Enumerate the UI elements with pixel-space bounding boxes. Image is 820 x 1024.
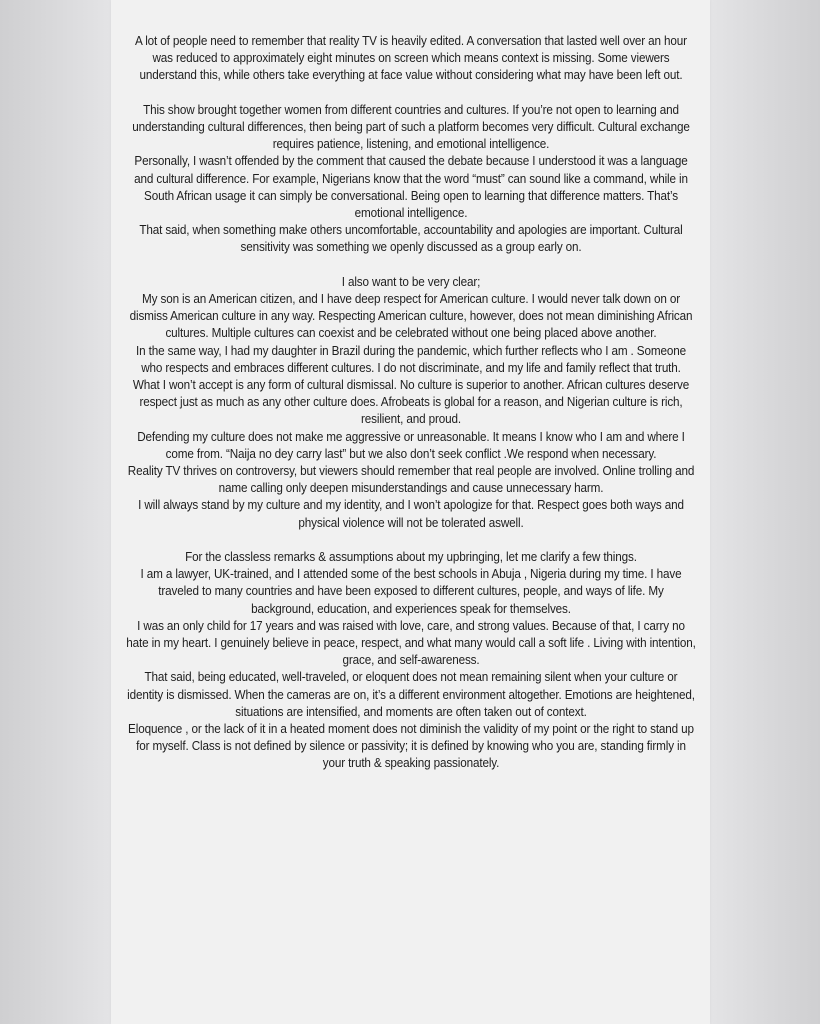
paragraph-gap (125, 532, 696, 549)
paragraph: I will always stand by my culture and my identity, and I won’t apologize for that. Respect goes both ways and physical violence will not be tolerated aswell. (138, 498, 684, 530)
paragraph: That said, being educated, well-traveled, or eloquent does not mean remaining silent when your culture or identity is dismissed. When the cameras are on, it’s a different environment altogether. Emotions are heightened, situations are intensified, and moments are often taken out of context. (127, 670, 695, 719)
paragraph-gap (125, 257, 696, 274)
paragraph: Eloquence , or the lack of it in a heated moment does not diminish the validity of my point or the right to stand up for myself. Class is not defined by silence or passivity; it is defined by knowing who you are, standing firmly in your truth & speaking passionately. (128, 722, 694, 771)
paragraph: Reality TV thrives on controversy, but viewers should remember that real people are involved. Online trolling and name calling only deepen misunderstandings and cause unnecessary harm. (127, 464, 695, 496)
paragraph: Personally, I wasn’t offended by the comment that caused the debate because I understood it was a language and cultural difference. For example, Nigerians know that the word “must” can sound like a command, while in South African usage it can simply be conversational. Being open to learning that difference matters. That’s emotional intelligence. (134, 154, 688, 221)
paragraph: For the classless remarks & assumptions about my upbringing, let me clarify a few things. (185, 550, 637, 565)
paragraph: What I won’t accept is any form of cultural dismissal. No culture is superior to another. African cultures deserve respect just as much as any other culture does. Afrobeats is global for a reason, and Nigerian culture is rich, resilient, and proud. (132, 378, 690, 427)
paragraph: This show brought together women from different countries and cultures. If you’re not open to learning and understanding cultural differences, then being part of such a platform becomes very difficult. Cultural exchange requires patience, listening, and emotional intelligence. (132, 102, 690, 152)
paragraph: My son is an American citizen, and I have deep respect for American culture. I would never talk down on or dismiss American culture in any way. Respecting American culture, however, does not mean diminishing African cultures. Multiple cultures can coexist and be celebrated without one being placed above another. (129, 292, 693, 341)
statement-text (125, 33, 696, 773)
paragraph: I was an only child for 17 years and was raised with love, care, and strong values. Because of that, I carry no hate in my heart. I genuinely believe in peace, respect, and what many would call a soft life . Living with intention, grace, and self-awareness. (126, 618, 696, 668)
paragraph-gap (125, 85, 696, 102)
paragraph: That said, when something make others uncomfortable, accountability and apologies are important. Cultural sensitivity was something we openly discussed as a group early on. (139, 223, 683, 255)
paragraph: I also want to be very clear; (341, 274, 481, 289)
paragraph: I am a lawyer, UK-trained, and I attended some of the best schools in Abuja , Nigeria during my time. I have traveled to many countries and have been exposed to different cultures, people, and ways of life. My background, education, and experiences speak for themselves. (140, 567, 682, 616)
paragraph: In the same way, I had my daughter in Brazil during the pandemic, which further reflects who I am . Someone who respects and embraces different cultures. I do not discriminate, and my life and family reflect that truth. (136, 343, 686, 375)
text-page (111, 0, 710, 1024)
paragraph: A lot of people need to remember that reality TV is heavily edited. A conversation that lasted well over an hour was reduced to approximately eight minutes on screen which means context is missing. Some viewers understand this, while others take everything at face value without considering what may have been left out. (135, 34, 687, 83)
paragraph: Defending my culture does not make me aggressive or unreasonable. It means I know who I am and where I come from. “Naija no dey carry last” but we also don’t seek conflict .We respond when necessary. (137, 429, 685, 461)
